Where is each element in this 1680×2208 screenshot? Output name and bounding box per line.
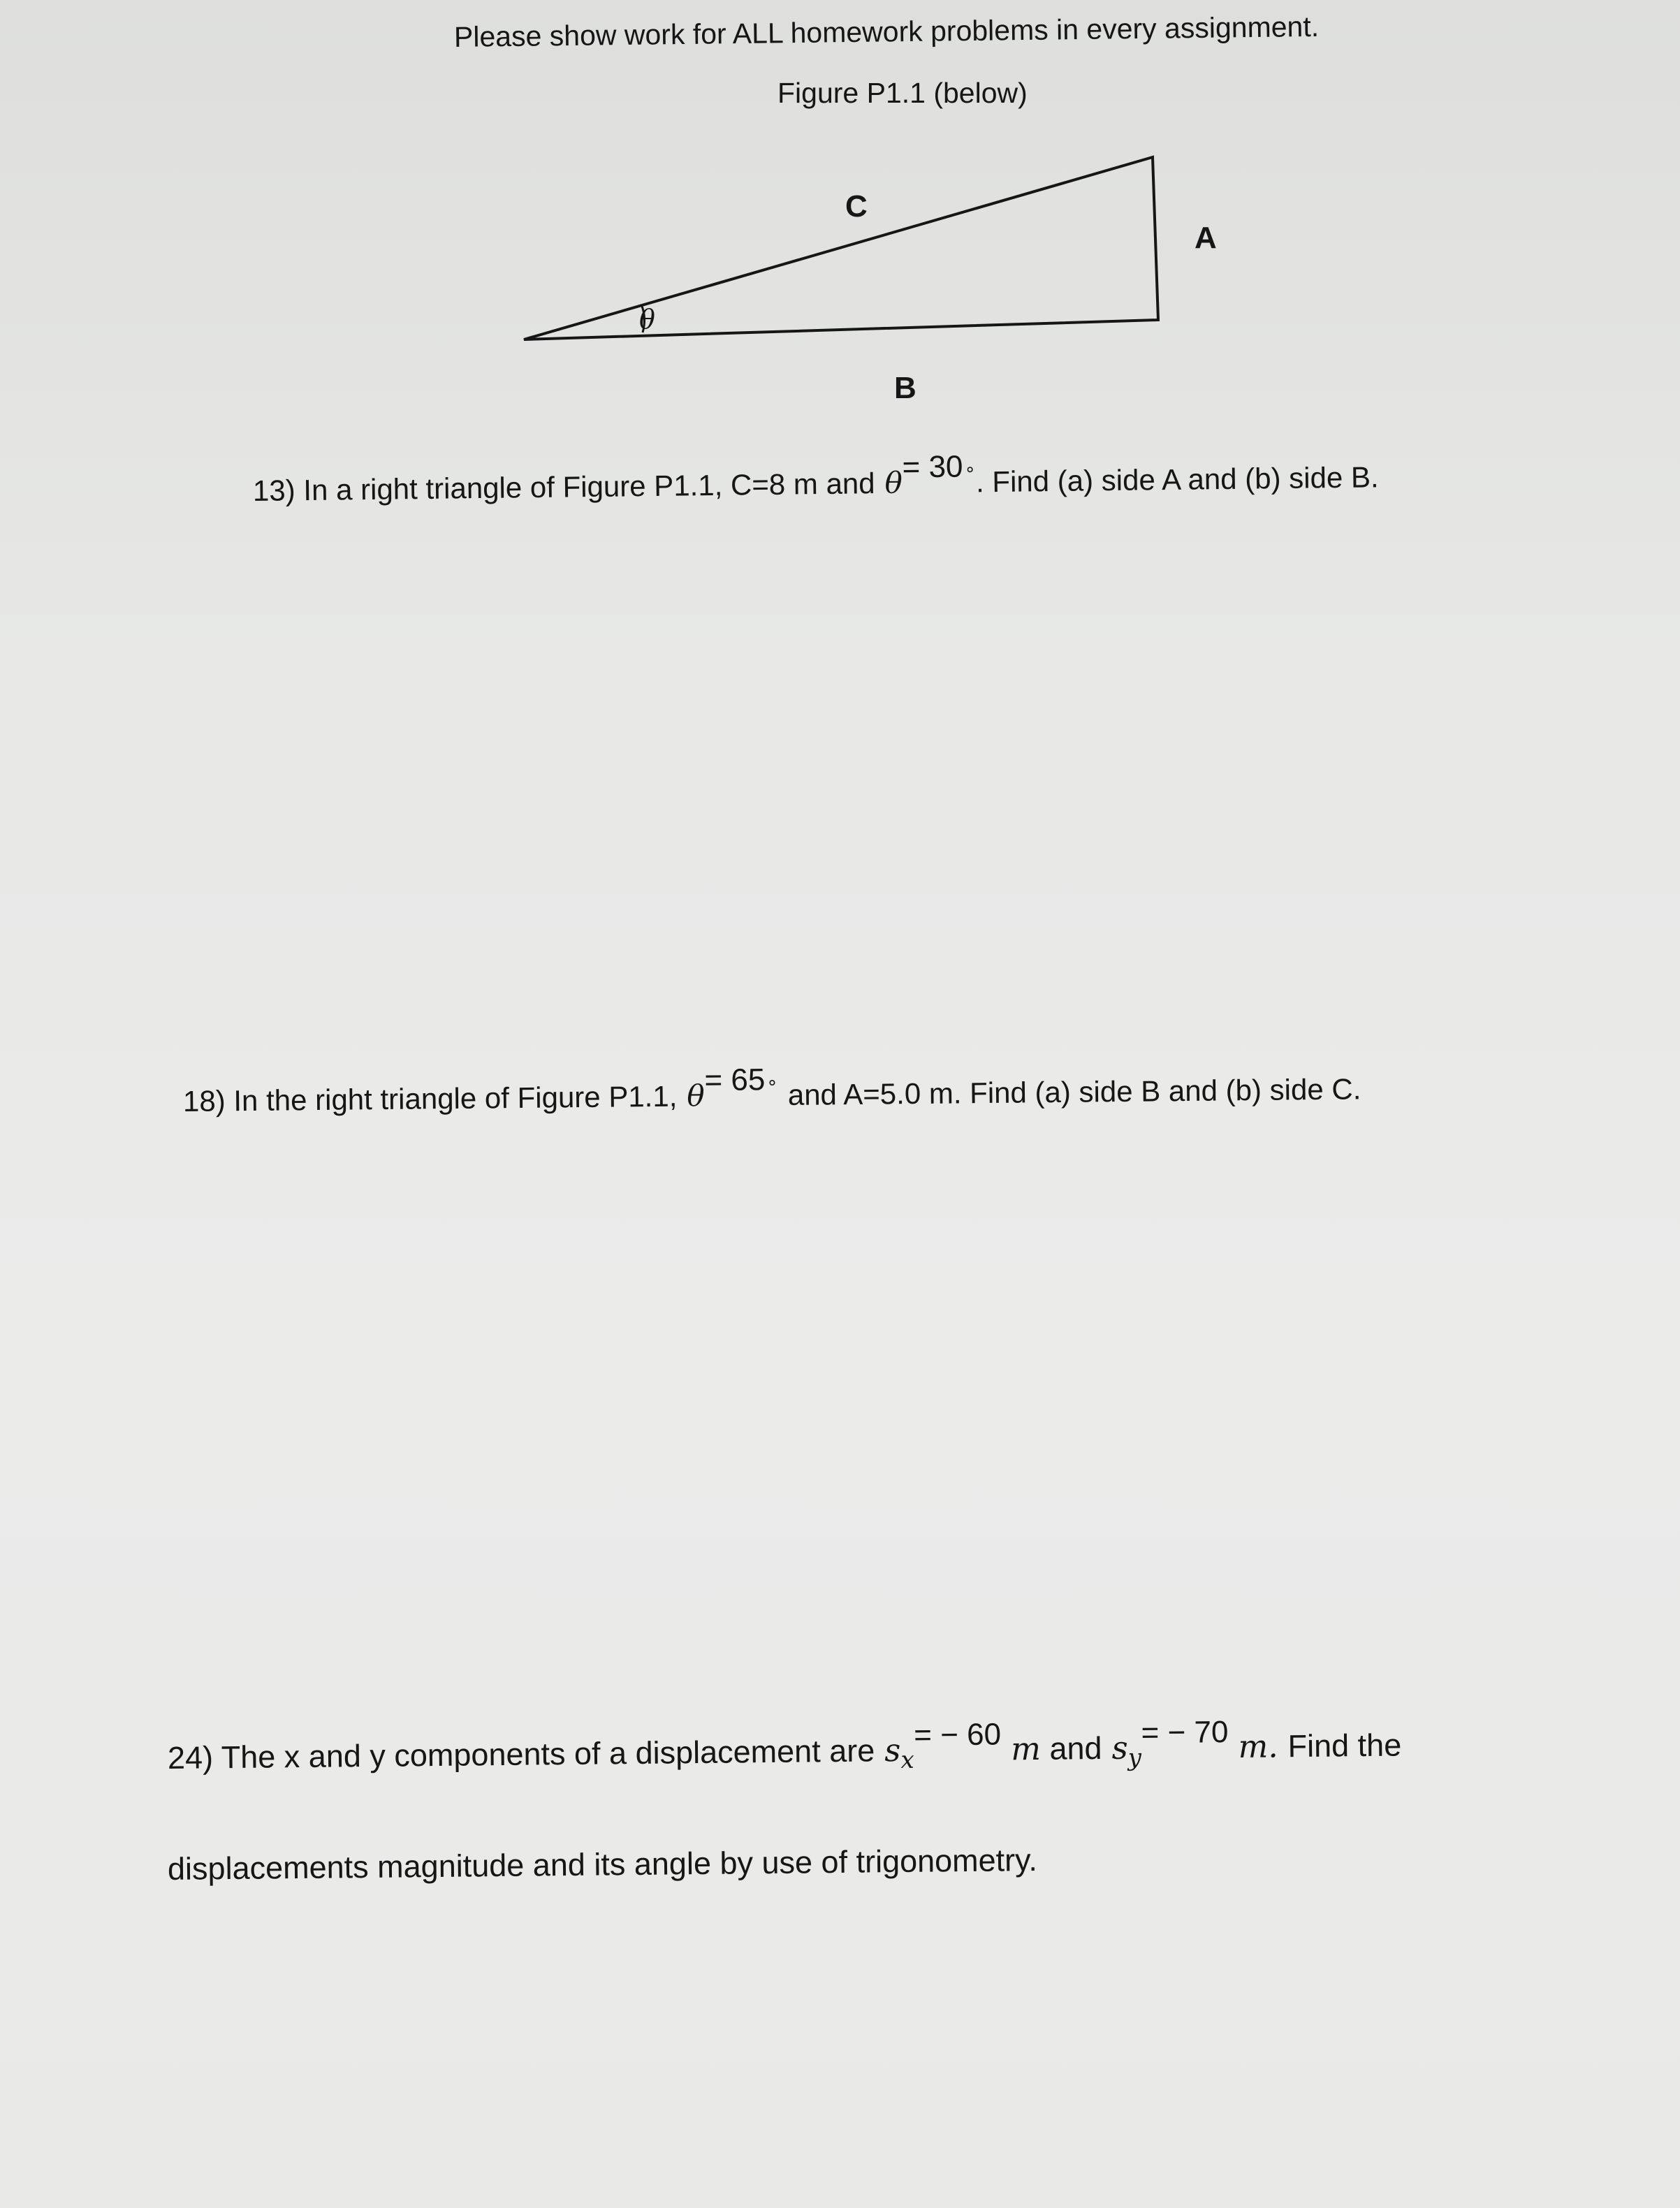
- sx-value: = − 60: [914, 1717, 1002, 1753]
- theta-symbol: θ: [687, 1079, 705, 1113]
- problem-18-question: and A=5.0 m. Find (a) side B and (b) side C.: [787, 1072, 1361, 1111]
- label-side-a: A: [1195, 221, 1217, 255]
- problem-18-text: 18) In the right triangle of Figure P1.1,: [182, 1079, 678, 1118]
- problem-13-question: . Find (a) side A and (b) side B.: [975, 460, 1379, 499]
- problem-24-text: 24) The x and y components of a displacement are: [167, 1732, 875, 1776]
- sy-symbol: $s_y$: [1111, 1729, 1142, 1772]
- triangle-outline: [524, 157, 1158, 339]
- sy-value: = − 70: [1141, 1715, 1229, 1750]
- problem-24: [167, 1715, 1402, 1776]
- problem-13: [252, 449, 1379, 509]
- theta-symbol: θ: [884, 465, 903, 500]
- and-text: and: [1049, 1730, 1102, 1767]
- instructions-header: Please show work for ALL homework problems in every assignment.: [453, 10, 1320, 53]
- unit-m: m: [1010, 1730, 1042, 1768]
- problem-18: [182, 1062, 1361, 1119]
- sx-symbol: $s_x$: [884, 1732, 914, 1775]
- right-triangle-figure: [489, 140, 1257, 419]
- label-hypotenuse-c: C: [845, 189, 868, 224]
- label-side-b: B: [894, 371, 916, 405]
- figure-caption: Figure P1.1 (below): [777, 77, 1028, 109]
- problem-24-line2: displacements magnitude and its angle by use of trigonometry.: [167, 1841, 1038, 1887]
- label-theta: θ: [639, 304, 655, 335]
- unit-m: m.: [1238, 1727, 1278, 1765]
- angle-value: = 65∘: [704, 1062, 778, 1098]
- angle-value: = 30∘: [902, 449, 976, 485]
- problem-24-question: Find the: [1287, 1727, 1402, 1764]
- problem-13-text: 13) In a right triangle of Figure P1.1, C=8 m and: [252, 467, 875, 507]
